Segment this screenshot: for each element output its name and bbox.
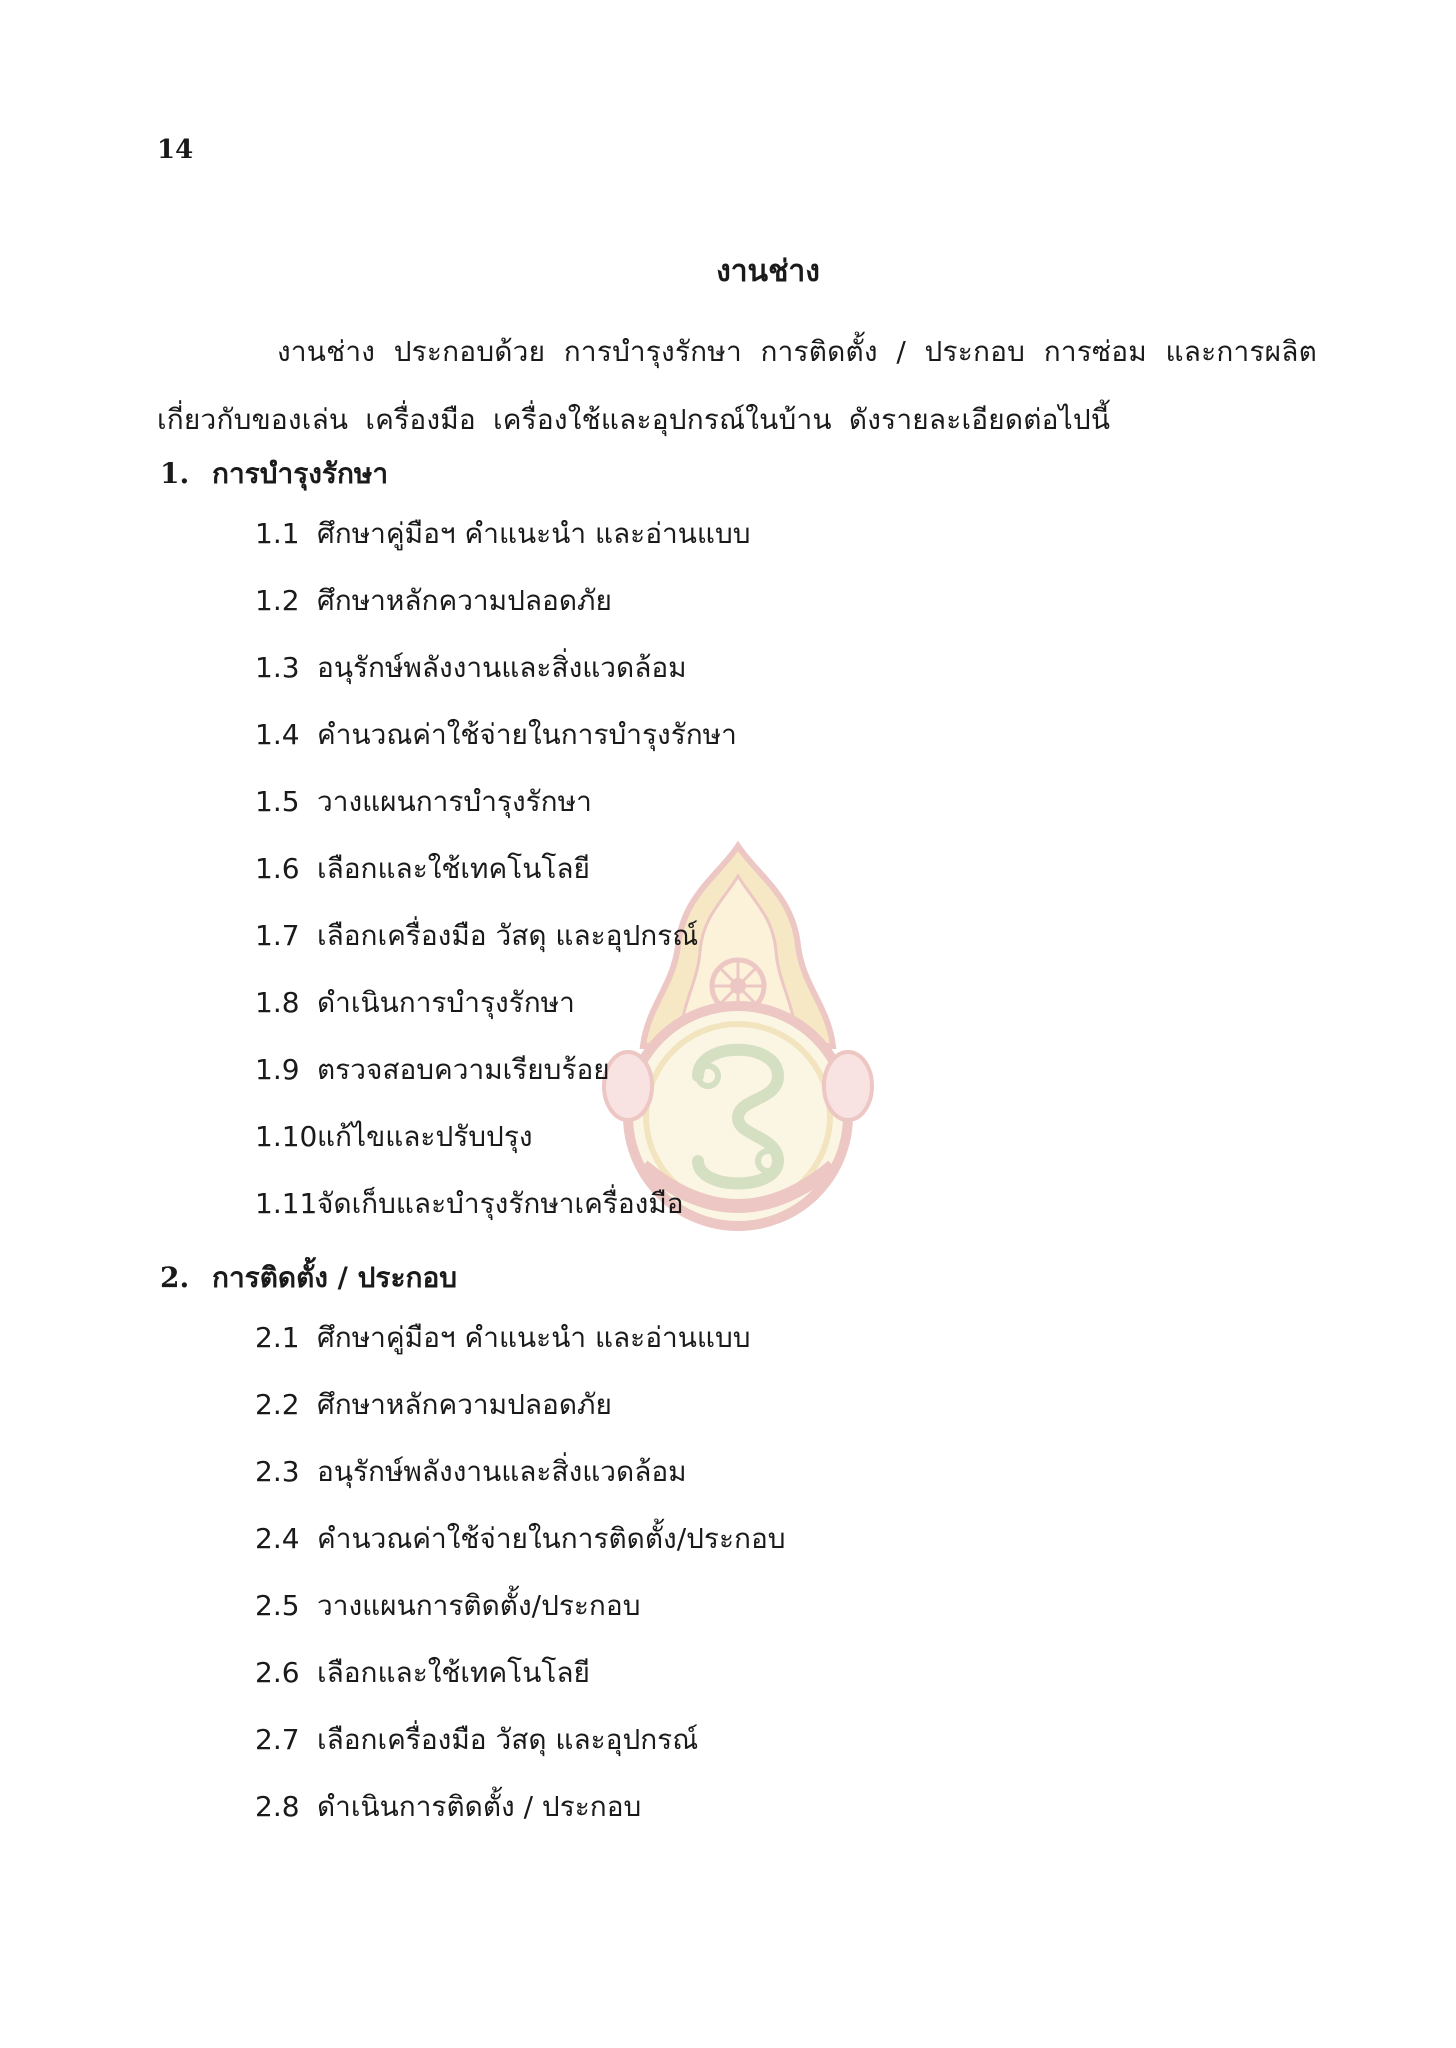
item-text: คำนวณค่าใช้จ่ายในการติดตั้ง/ประกอบ: [317, 1522, 786, 1555]
item-text: คำนวณค่าใช้จ่ายในการบำรุงรักษา: [317, 718, 737, 751]
item-number: 2.2: [255, 1388, 300, 1421]
section-title: การติดตั้ง / ประกอบ: [212, 1261, 458, 1294]
list-item: [255, 1787, 786, 1854]
item-number: 1.7: [255, 919, 300, 952]
item-text: ดำเนินการติดตั้ง / ประกอบ: [317, 1790, 642, 1823]
list-item: [255, 1519, 786, 1586]
maintenance-item-list: [255, 514, 751, 1251]
list-item: [255, 514, 751, 581]
section-title: การบำรุงรักษา: [212, 457, 389, 490]
item-number: 2.5: [255, 1589, 300, 1622]
list-item: [255, 849, 751, 916]
item-number: 1.1: [255, 517, 300, 550]
section-heading-installation: [160, 1258, 457, 1298]
page-number: 14: [157, 135, 194, 165]
item-text: ศึกษาคู่มือฯ คำแนะนำ และอ่านแบบ: [317, 517, 751, 550]
item-number: 2.7: [255, 1723, 300, 1756]
list-item: [255, 983, 751, 1050]
item-number: 1.4: [255, 718, 300, 751]
item-number: 2.4: [255, 1522, 300, 1555]
item-text: เลือกและใช้เทคโนโลยี: [317, 1656, 590, 1689]
item-text: อนุรักษ์พลังงานและสิ่งแวดล้อม: [317, 1455, 687, 1488]
list-item: [255, 916, 751, 983]
item-number: 1.3: [255, 651, 300, 684]
list-item: [255, 1117, 751, 1184]
list-item: [255, 648, 751, 715]
item-text: จัดเก็บและบำรุงรักษาเครื่องมือ: [317, 1187, 684, 1220]
list-item: [255, 581, 751, 648]
item-number: 1.2: [255, 584, 300, 617]
list-item: [255, 715, 751, 782]
item-text: ตรวจสอบความเรียบร้อย: [317, 1053, 610, 1086]
item-number: 1.9: [255, 1053, 300, 1086]
item-text: แก้ไขและปรับปรุง: [317, 1120, 533, 1153]
list-item: [255, 1184, 751, 1251]
list-item: [255, 1452, 786, 1519]
list-item: [255, 782, 751, 849]
page-title: งานช่าง: [716, 254, 820, 289]
item-text: วางแผนการบำรุงรักษา: [317, 785, 592, 818]
item-number: 1.5: [255, 785, 300, 818]
list-item: [255, 1050, 751, 1117]
item-text: วางแผนการติดตั้ง/ประกอบ: [317, 1589, 641, 1622]
list-item: [255, 1653, 786, 1720]
section-number: 2.: [160, 1261, 190, 1294]
item-number: 2.3: [255, 1455, 300, 1488]
item-number: 1.11: [255, 1187, 318, 1220]
item-number: 2.8: [255, 1790, 300, 1823]
list-item: [255, 1385, 786, 1452]
list-item: [255, 1586, 786, 1653]
item-number: 1.6: [255, 852, 300, 885]
section-heading-maintenance: [160, 454, 388, 494]
item-text: เลือกและใช้เทคโนโลยี: [317, 852, 590, 885]
item-number: 2.6: [255, 1656, 300, 1689]
list-item: [255, 1318, 786, 1385]
list-item: [255, 1720, 786, 1787]
item-text: ศึกษาหลักความปลอดภัย: [317, 584, 612, 617]
installation-item-list: [255, 1318, 786, 1854]
item-number: 2.1: [255, 1321, 300, 1354]
item-number: 1.10: [255, 1120, 318, 1153]
intro-paragraph: งานช่าง ประกอบด้วย การบำรุงรักษา การติดตั้ง / ประกอบ การซ่อม และการผลิต เกี่ยวกับของเล่น เครื่องมือ เครื่องใช้และอุปกรณ์ในบ้าน ดังรายละเอียดต่อไปนี้: [157, 335, 1317, 436]
item-text: อนุรักษ์พลังงานและสิ่งแวดล้อม: [317, 651, 687, 684]
section-number: 1.: [160, 457, 190, 490]
item-text: ศึกษาหลักความปลอดภัย: [317, 1388, 612, 1421]
item-text: ดำเนินการบำรุงรักษา: [317, 986, 575, 1019]
item-text: ศึกษาคู่มือฯ คำแนะนำ และอ่านแบบ: [317, 1321, 751, 1354]
item-text: เลือกเครื่องมือ วัสดุ และอุปกรณ์: [317, 919, 699, 952]
item-number: 1.8: [255, 986, 300, 1019]
item-text: เลือกเครื่องมือ วัสดุ และอุปกรณ์: [317, 1723, 699, 1756]
